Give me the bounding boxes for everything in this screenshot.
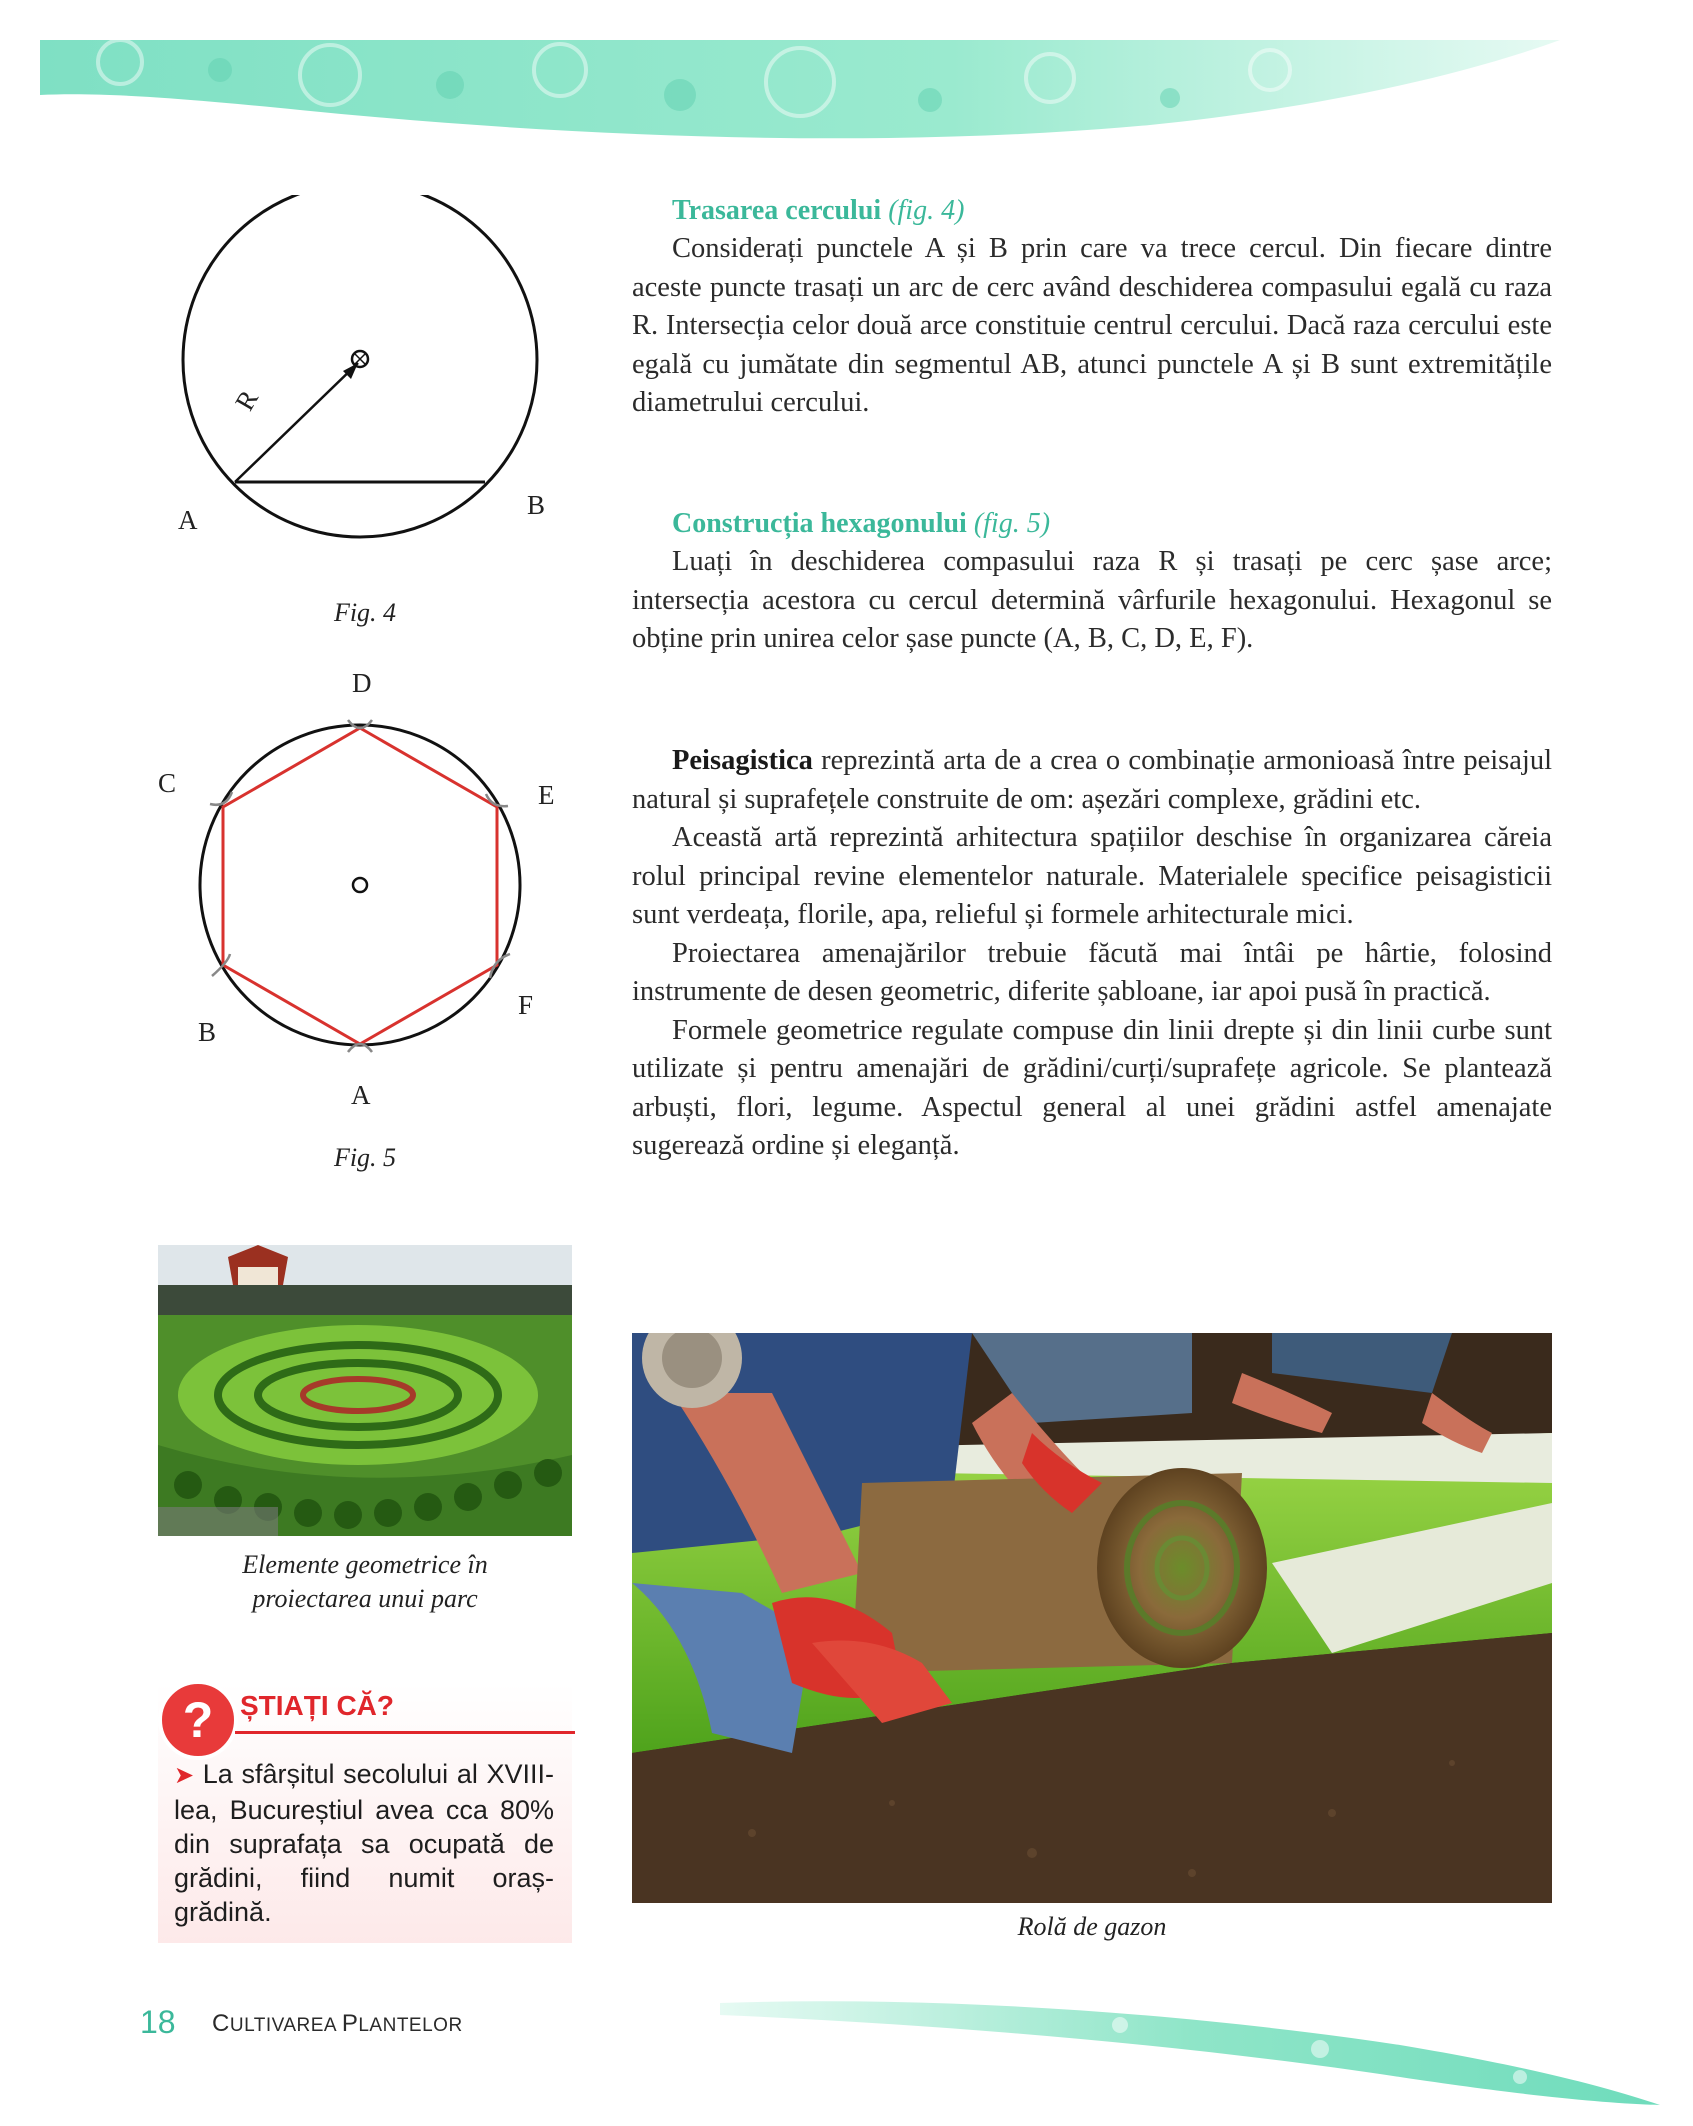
page-number: 18 — [140, 2004, 176, 2040]
svg-text:?: ? — [182, 1692, 214, 1748]
section-circle — [632, 192, 1552, 423]
landscaping-para-3: Proiectarea amenajărilor trebuie făcută mai întâi pe hârtie, folosind instrumente de desen geometric, diferite șabloane, iar apoi pusă în practică. — [632, 937, 1552, 1007]
fig5-caption: Fig. 5 — [333, 1143, 397, 1172]
park-photo-caption — [158, 1548, 572, 1616]
book-title: CULTIVAREA PLANTELOR — [212, 2010, 463, 2037]
fig5-label-a: A — [351, 1080, 371, 1110]
footer-decoration — [700, 1985, 1693, 2126]
section-hexagon-heading — [632, 505, 1552, 543]
landscaping-term: Peisagistica — [672, 745, 813, 776]
fig5-label-d: D — [352, 668, 372, 698]
landscaping-para-4: Formele geometrice regulate compuse din linii drepte și din linii curbe sunt utilizate și pentru amenajări de grădini/curți/suprafețe agricole. Se plantează arbuști, flori, legume. Aspectul general al unei grădini astfel amenajate sugerează ordine și eleganță. — [632, 1014, 1552, 1161]
landscaping-para-2: Această artă reprezintă arhitectura spațiilor deschise în organizarea căreia rolul principal revine elementelor naturale. Materialele specifice peisagisticii sunt verdeața, florile, apa, relieful și formele arhitecturale mici. — [632, 822, 1552, 930]
park-caption-line1: Elemente geometrice în — [242, 1550, 488, 1579]
fig4-label-a: A — [178, 505, 198, 535]
section-hexagon-figref: (fig. 5) — [973, 508, 1051, 539]
question-badge-icon — [155, 1677, 241, 1763]
section-hexagon — [632, 505, 1552, 659]
figure-4-circle — [160, 195, 580, 555]
section-circle-title: Trasarea cercului — [672, 195, 882, 226]
turf-roll-photo — [632, 1333, 1552, 1903]
landscaping-para-1 — [632, 742, 1552, 819]
section-landscaping — [632, 742, 1552, 1166]
turf-photo-caption: Rolă de gazon — [1017, 1912, 1167, 1941]
landscaping-para-1-rest: reprezintă arta de a crea o combinație armonioasă între peisajul natural și suprafețele construite de om: așezări complexe, grădini etc. — [632, 745, 1552, 815]
section-circle-text: Considerați punctele A și B prin care va trece cercul. Din fiecare dintre aceste puncte trasați un arc de cerc având deschiderea compasului egală cu raza R. Intersecția celor două arce constituie centrul cercului. Dacă raza cercului este egală cu jumătate din segmentul AB, atunci punctele A și B sunt extremitățile diametrului cercului. — [632, 233, 1552, 418]
fig5-label-b: B — [198, 1017, 217, 1047]
fig4-label-b: B — [527, 490, 546, 520]
fig4-caption: Fig. 4 — [333, 598, 397, 627]
did-you-know-title: ȘTIAȚI CĂ? — [240, 1690, 394, 1721]
section-hexagon-text: Luați în deschiderea compasului raza R și trasați pe cerc șase arce; intersecția acestora cu cercul determină vârfurile hexagonului. Hexagonul se obține prin unirea celor șase puncte (A, B, C, D, E, F). — [632, 546, 1552, 654]
section-circle-figref: (fig. 4) — [888, 195, 965, 226]
section-circle-heading — [632, 192, 1552, 230]
fig5-label-f: F — [518, 990, 534, 1020]
section-hexagon-title: Construcția hexagonului — [672, 508, 967, 539]
did-you-know-body: La sfârșitul secolului al XVIII-lea, Bucureștiul avea cca 80% din suprafața sa ocupată de grădini, fiind numit oraș-grădină. — [174, 1759, 554, 1927]
park-caption-line2: proiectarea unui parc — [252, 1584, 478, 1613]
header-decoration — [0, 0, 1693, 160]
fig5-label-e: E — [538, 780, 555, 810]
park-photo — [158, 1245, 572, 1536]
figure-5-hexagon — [190, 700, 530, 1070]
bullet-arrow-icon: ➤ — [174, 1762, 195, 1789]
fig4-label-r: R — [229, 384, 265, 416]
fig5-label-c: C — [158, 768, 177, 798]
did-you-know-text — [174, 1757, 554, 1929]
did-you-know-rule — [235, 1731, 575, 1734]
